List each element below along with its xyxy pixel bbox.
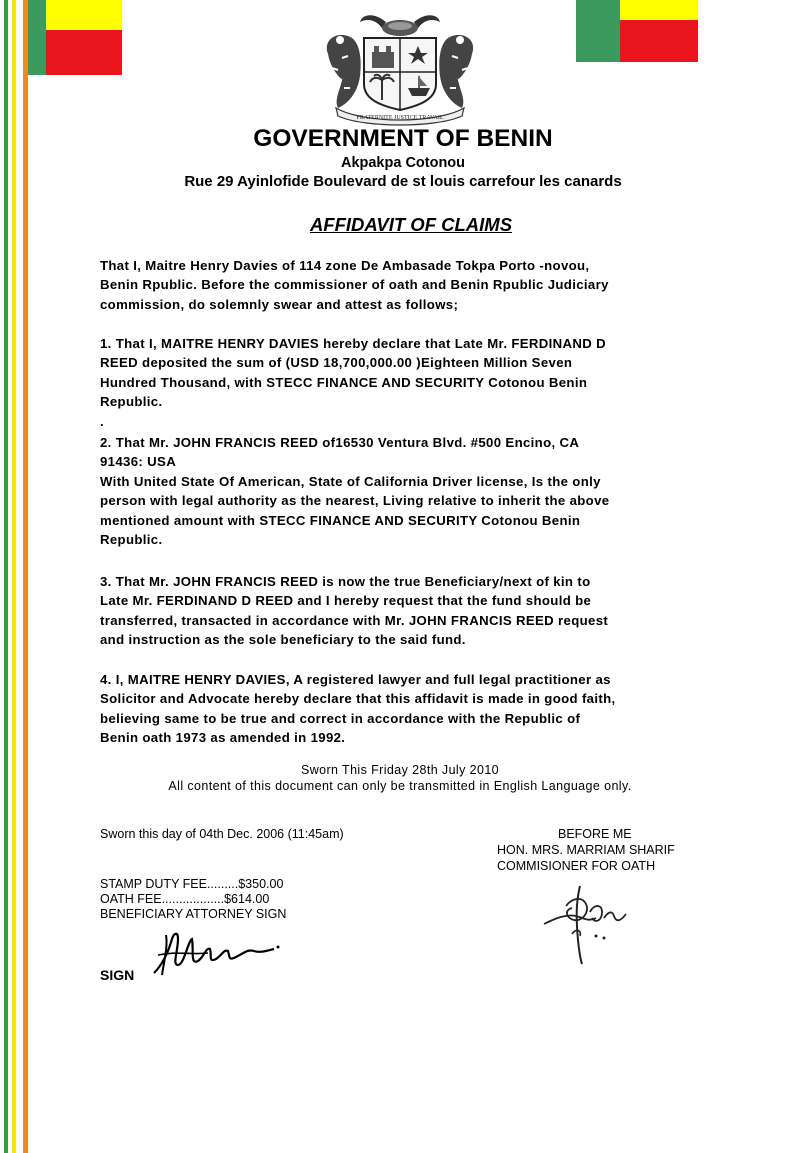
- beneficiary-attorney-sign: BENEFICIARY ATTORNEY SIGN: [100, 907, 287, 921]
- before-me: BEFORE ME: [558, 827, 632, 841]
- clause-line: Republic.: [100, 394, 163, 410]
- flag-right-green: [576, 0, 620, 62]
- clause-line: transferred, transacted in accordance with Mr. JOHN FRANCIS REED request: [100, 612, 609, 628]
- coat-of-arms-emblem: [314, 8, 486, 126]
- clause-line: With United State Of American, State of California Driver license, Is the only: [100, 473, 601, 489]
- flag-left-green: [28, 0, 46, 75]
- clause-1: [100, 334, 692, 431]
- flag-right-yellow: [620, 0, 698, 20]
- motto-text: FRATERNITE JUSTICE TRAVAIL: [356, 115, 444, 121]
- clause-line: Republic.: [100, 531, 163, 547]
- clause-line: Solicitor and Advocate hereby declare that this affidavit is made in good faith,: [100, 691, 616, 707]
- language-note: All content of this document can only be transmitted in English Language only.: [168, 779, 632, 793]
- address-line-2: Rue 29 Ayinlofide Boulevard de st louis carrefour les canards: [184, 173, 622, 190]
- flag-left-yellow: [46, 0, 122, 30]
- attorney-signature: [148, 925, 283, 980]
- oath-fee: OATH FEE..................$614.00: [100, 892, 270, 906]
- clause-line: mentioned amount with STECC FINANCE AND SECURITY Cotonou Benin: [100, 512, 581, 528]
- clause-line: Hundred Thousand, with STECC FINANCE AND SECURITY Cotonou Benin: [100, 374, 588, 390]
- sign-label: SIGN: [100, 967, 135, 983]
- clause-line: .: [100, 413, 105, 429]
- stamp-duty-fee: STAMP DUTY FEE.........$350.00: [100, 877, 284, 891]
- clause-line: person with legal authority as the nearest, Living relative to inherit the above: [100, 493, 610, 509]
- clause-2: [100, 433, 692, 549]
- address-line-1: Akpakpa Cotonou: [340, 155, 466, 171]
- sworn-day-line: Sworn this day of 04th Dec. 2006 (11:45am): [100, 827, 344, 841]
- government-title: GOVERNMENT OF BENIN: [253, 125, 553, 152]
- clause-line: 2. That Mr. JOHN FRANCIS REED of16530 Ventura Blvd. #500 Encino, CA: [100, 435, 580, 450]
- intro-paragraph: [100, 256, 692, 314]
- clause-line: REED deposited the sum of (USD 18,700,000.00 )Eighteen Million Seven: [100, 355, 573, 371]
- flag-left-red: [46, 30, 122, 75]
- clause-line: believing same to be true and correct in accordance with the Republic of: [100, 710, 581, 726]
- flag-right-red: [620, 20, 698, 62]
- clause-line: and instruction as the sole beneficiary to the said fund.: [100, 632, 466, 648]
- clause-line: 3. That Mr. JOHN FRANCIS REED is now the true Beneficiary/next of kin to: [100, 574, 591, 589]
- commissioner-role: COMMISIONER FOR OATH: [497, 859, 656, 873]
- document-title: AFFIDAVIT OF CLAIMS: [309, 214, 513, 235]
- intro-line: commission, do solemnly swear and attest as follows;: [100, 296, 459, 312]
- clause-line: Late Mr. FERDINAND D REED and I hereby request that the fund should be: [100, 593, 592, 609]
- intro-line: Benin Rpublic. Before the commissioner of oath and Benin Rpublic Judiciary: [100, 277, 609, 293]
- intro-line: That I, Maitre Henry Davies of 114 zone De Ambasade Tokpa Porto -novou,: [100, 258, 590, 273]
- clause-line: 4. I, MAITRE HENRY DAVIES, A registered lawyer and full legal practitioner as: [100, 672, 611, 687]
- clause-line: 1. That I, MAITRE HENRY DAVIES hereby declare that Late Mr. FERDINAND D: [100, 336, 607, 351]
- clause-line: 91436: USA: [100, 454, 177, 470]
- commissioner-signature: [536, 878, 636, 966]
- clause-3: [100, 572, 692, 650]
- clause-4: [100, 670, 692, 748]
- commissioner-name: HON. MRS. MARRIAM SHARIF: [497, 843, 675, 857]
- clause-line: Benin oath 1973 as amended in 1992.: [100, 730, 346, 746]
- sworn-date: Sworn This Friday 28th July 2010: [300, 763, 500, 777]
